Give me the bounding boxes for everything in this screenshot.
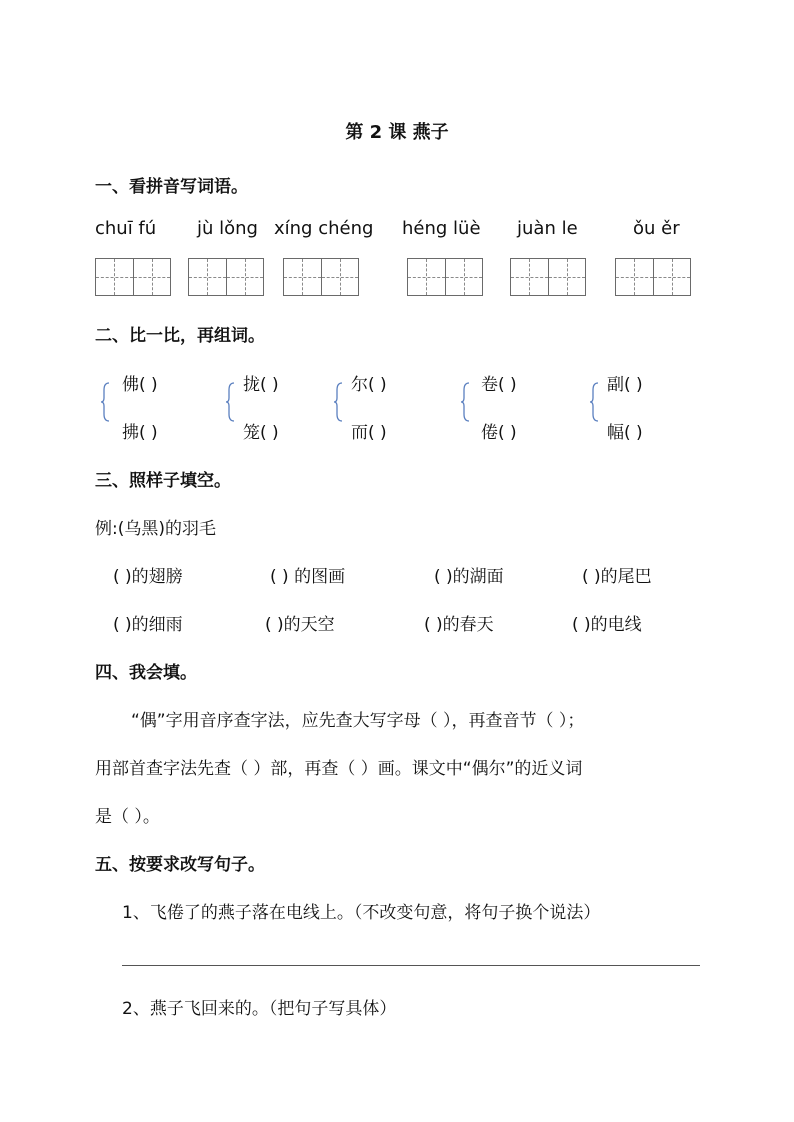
brace-icon — [589, 382, 599, 422]
brace-icon — [333, 382, 343, 422]
fill-item: ( )的天空 — [265, 615, 335, 635]
section-3-heading: 三、照样子填空。 — [95, 471, 231, 491]
answer-line[interactable] — [122, 965, 700, 966]
compare-item: 拂( ) — [122, 423, 158, 443]
compare-item: 副( ) — [607, 375, 643, 395]
paragraph-line: 是（ ）。 — [95, 807, 160, 827]
section-1-heading: 一、看拼音写词语。 — [95, 177, 248, 197]
pinyin-3: xíng chéng — [274, 218, 374, 239]
writing-grid-2[interactable] — [188, 258, 264, 296]
fill-item: ( )的尾巴 — [582, 567, 652, 587]
writing-grid-1[interactable] — [95, 258, 171, 296]
section-2-heading: 二、比一比，再组词。 — [95, 326, 265, 346]
pinyin-2: jù lǒng — [197, 218, 258, 239]
compare-item: 拢( ) — [243, 375, 279, 395]
compare-item: 笼( ) — [243, 423, 279, 443]
brace-icon — [460, 382, 470, 422]
brace-icon — [100, 382, 110, 422]
pinyin-6: ǒu ěr — [633, 218, 680, 239]
fill-item: ( )的湖面 — [434, 567, 504, 587]
paragraph-line: 用部首查字法先查（ ）部，再查（ ）画。课文中“偶尔”的近义词 — [95, 759, 583, 779]
writing-grid-6[interactable] — [615, 258, 691, 296]
question-2: 2、燕子飞回来的。（把句子写具体） — [122, 999, 397, 1019]
fill-item: ( )的细雨 — [113, 615, 183, 635]
compare-item: 幅( ) — [607, 423, 643, 443]
pinyin-4: héng lüè — [402, 218, 481, 239]
page-title: 第 2 课 燕子 — [345, 122, 449, 143]
writing-grid-3[interactable] — [283, 258, 359, 296]
example-text: 例:(乌黑)的羽毛 — [95, 519, 216, 539]
compare-item: 而( ) — [351, 423, 387, 443]
writing-grid-4[interactable] — [407, 258, 483, 296]
pinyin-1: chuī fú — [95, 218, 157, 239]
fill-item: ( ) 的图画 — [270, 567, 346, 587]
fill-item: ( )的翅膀 — [113, 567, 183, 587]
compare-item: 卷( ) — [481, 375, 517, 395]
section-5-heading: 五、按要求改写句子。 — [95, 855, 265, 875]
brace-icon — [225, 382, 235, 422]
pinyin-5: juàn le — [517, 218, 578, 239]
fill-item: ( )的电线 — [572, 615, 642, 635]
question-1: 1、飞倦了的燕子落在电线上。（不改变句意，将句子换个说法） — [122, 903, 601, 923]
fill-item: ( )的春天 — [424, 615, 494, 635]
paragraph-line: “偶”字用音序查字法，应先查大写字母（ ），再查音节（ ）； — [131, 711, 585, 731]
compare-item: 尔( ) — [351, 375, 387, 395]
section-4-heading: 四、我会填。 — [95, 663, 197, 683]
compare-item: 佛( ) — [122, 375, 158, 395]
compare-item: 倦( ) — [481, 423, 517, 443]
writing-grid-5[interactable] — [510, 258, 586, 296]
